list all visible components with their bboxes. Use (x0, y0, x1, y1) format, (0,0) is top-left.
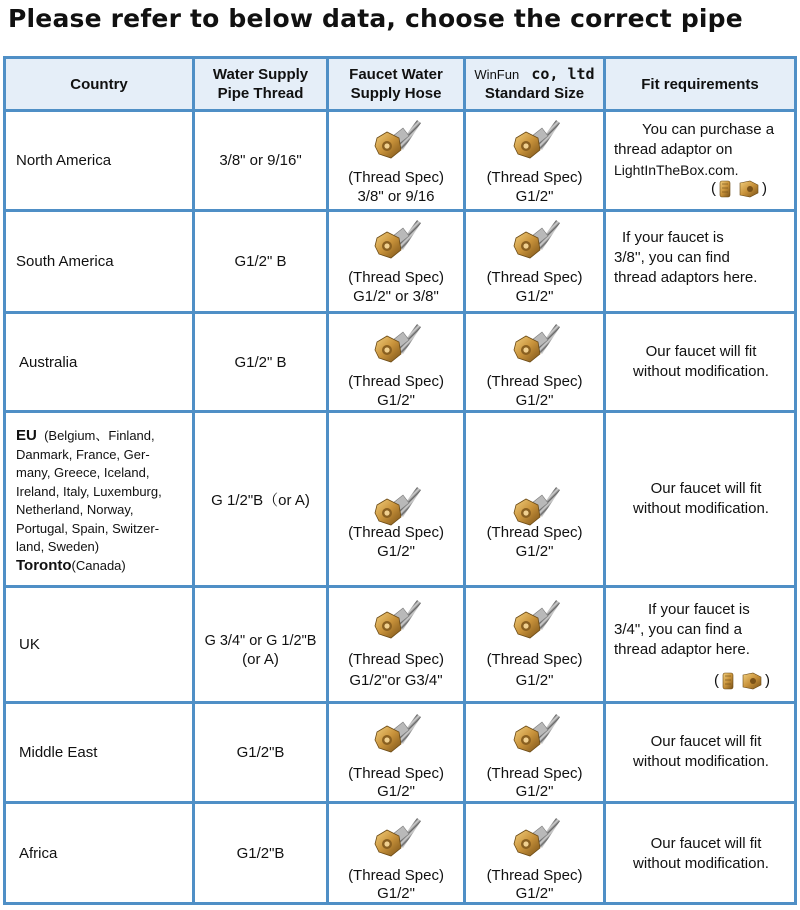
eu-line: Netherland, Norway, (16, 502, 134, 517)
header-faucet-hose-line1: Faucet Water (349, 66, 443, 83)
fit-line: If your faucet is (622, 229, 724, 246)
fit-cell (606, 212, 794, 311)
thread-value: 3/8" or 9/16" (219, 152, 302, 169)
fit-text (614, 732, 788, 772)
canada-label: (Canada) (71, 557, 126, 573)
fit-cell (606, 588, 794, 701)
spec-label: (Thread Spec) (348, 169, 444, 186)
eu-country-list (6, 413, 192, 575)
toronto-label: Toronto (16, 556, 72, 574)
fit-cell (606, 112, 794, 209)
header-country (6, 59, 192, 109)
thread-cell (195, 413, 326, 585)
thread-value: G1/2"B (236, 744, 285, 761)
standard-value: G1/2" (515, 188, 554, 205)
header-brand-co: co, ltd (531, 65, 595, 83)
country-cell (6, 588, 192, 701)
hose-value: G1/2" or 3/8" (353, 288, 439, 305)
page-title: Please refer to below data, choose the correct pipe (8, 4, 743, 33)
spec-label: (Thread Spec) (348, 524, 444, 541)
fit-line: Our faucet will fit (650, 835, 762, 852)
hose-fitting-icon (371, 116, 421, 160)
header-brand-winfun: WinFun (474, 67, 520, 82)
header-faucet-hose (329, 59, 463, 109)
hose-value: G1/2" (377, 392, 415, 409)
spec-label: (Thread Spec) (348, 373, 444, 390)
fit-line: thread adaptor here. (614, 641, 750, 658)
hose-cell (329, 804, 463, 902)
hose-cell (329, 314, 463, 410)
header-standard-size-label: Standard Size (484, 85, 585, 102)
country-name: North America (16, 152, 112, 169)
fit-line: LightInTheBox.com. (614, 162, 739, 178)
hose-fitting-icon (371, 710, 421, 754)
eu-line: land, Sweden) (16, 539, 100, 554)
country-name: UK (19, 636, 40, 653)
standard-cell (466, 112, 603, 209)
spec-label: (Thread Spec) (486, 169, 583, 186)
eu-line: many, Greece, Iceland, (16, 465, 150, 480)
thread-cell (195, 804, 326, 902)
hose-fitting-icon (510, 116, 560, 160)
hose-fitting-icon (371, 216, 421, 260)
fit-cell (606, 704, 794, 801)
country-cell (6, 112, 192, 209)
fit-line: 3/4", you can find a (614, 621, 742, 638)
standard-value: G1/2" (515, 543, 554, 560)
spec-label: (Thread Spec) (486, 765, 583, 782)
hose-fitting-icon (371, 320, 421, 364)
header-fit-label: Fit requirements (641, 75, 759, 93)
header-water-supply-line2: Pipe Thread (217, 85, 304, 102)
eu-line: (Belgium、Finland, (44, 428, 155, 443)
thread-adaptor-icon: ( ) (711, 180, 767, 197)
country-name: Africa (19, 844, 58, 862)
fit-text (614, 228, 788, 288)
hose-fitting-icon (510, 216, 560, 260)
country-name: EU (16, 427, 37, 444)
thread-value: G 3/4" or G 1/2"B (204, 633, 317, 649)
thread-adaptor-icon: ( ) (714, 672, 770, 689)
header-faucet-hose-line2: Supply Hose (350, 85, 442, 102)
country-name: Australia (19, 353, 78, 371)
hose-cell (329, 704, 463, 801)
spec-label: (Thread Spec) (348, 269, 444, 286)
thread-value-alt: (or A) (242, 651, 279, 668)
fit-line: without modification. (633, 363, 769, 380)
thread-cell (195, 588, 326, 701)
header-fit (606, 59, 794, 109)
fit-text (614, 342, 788, 382)
fit-line: Our faucet will fit (650, 733, 762, 750)
fit-text (614, 120, 788, 180)
hose-value: G1/2"or G3/4" (349, 672, 443, 689)
country-name: Middle East (19, 744, 98, 761)
country-cell (6, 314, 192, 410)
header-standard-size (466, 59, 603, 109)
country-cell-eu (6, 413, 192, 585)
header-water-supply-line1: Water Supply (212, 66, 309, 83)
country-cell (6, 704, 192, 801)
spec-label: (Thread Spec) (486, 651, 583, 668)
spec-label: (Thread Spec) (348, 651, 444, 668)
fit-line: thread adaptors here. (614, 269, 758, 286)
pipe-table (3, 56, 797, 905)
hose-cell (329, 112, 463, 209)
hose-cell (329, 212, 463, 311)
header-water-supply (195, 59, 326, 109)
fit-line: 3/8'', you can find (614, 249, 730, 266)
hose-value: G1/2" (377, 543, 415, 560)
standard-value: G1/2" (515, 783, 554, 800)
fit-line: If your faucet is (648, 601, 750, 618)
fit-cell (606, 804, 794, 902)
fit-cell (606, 314, 794, 410)
fit-text (614, 600, 788, 660)
standard-cell (466, 704, 603, 801)
hose-fitting-icon (510, 320, 560, 364)
hose-fitting-icon (371, 483, 421, 527)
thread-cell (195, 212, 326, 311)
standard-cell (466, 212, 603, 311)
hose-fitting-icon (510, 596, 560, 640)
eu-line: Ireland, Italy, Luxemburg, (16, 483, 162, 499)
eu-line: Danmark, France, Ger- (16, 446, 150, 462)
hose-value: G1/2" (377, 885, 415, 902)
hose-value: G1/2" (377, 783, 415, 800)
hose-cell (329, 588, 463, 701)
standard-cell (466, 314, 603, 410)
thread-value: G1/2" B (234, 353, 287, 371)
standard-value: G1/2" (515, 288, 554, 305)
fit-line: without modification. (633, 500, 769, 517)
hose-fitting-icon (510, 814, 560, 858)
thread-cell (195, 314, 326, 410)
header-country-label: Country (70, 75, 128, 93)
thread-value: G1/2"B (236, 844, 285, 862)
hose-cell (329, 413, 463, 585)
thread-value: G 1/2"B（or A) (211, 491, 310, 509)
fit-line: thread adaptor on (614, 141, 733, 158)
standard-value: G1/2" (515, 885, 554, 902)
standard-cell (466, 413, 603, 585)
fit-line: You can purchase a (642, 121, 775, 138)
thread-cell (195, 112, 326, 209)
fit-line: without modification. (633, 855, 769, 872)
fit-text (614, 479, 788, 519)
thread-cell (195, 704, 326, 801)
fit-line: Our faucet will fit (650, 480, 762, 497)
hose-fitting-icon (371, 596, 421, 640)
country-name: South America (16, 253, 114, 270)
spec-label: (Thread Spec) (348, 867, 444, 884)
standard-cell (466, 588, 603, 701)
hose-fitting-icon (510, 483, 560, 527)
fit-cell (606, 413, 794, 585)
thread-value: G1/2" B (234, 253, 287, 270)
eu-line: Portugal, Spain, Switzer- (16, 520, 160, 536)
hose-fitting-icon (371, 814, 421, 858)
spec-label: (Thread Spec) (486, 524, 583, 541)
fit-text (614, 834, 788, 874)
fit-line: Our faucet will fit (645, 343, 757, 360)
spec-label: (Thread Spec) (486, 373, 583, 390)
country-cell (6, 804, 192, 902)
standard-cell (466, 804, 603, 902)
spec-label: (Thread Spec) (348, 765, 444, 782)
spec-label: (Thread Spec) (486, 269, 583, 286)
country-cell (6, 212, 192, 311)
hose-value: 3/8" or 9/16 (357, 188, 435, 205)
hose-fitting-icon (510, 710, 560, 754)
fit-line: without modification. (633, 753, 769, 770)
standard-value: G1/2" (515, 672, 554, 689)
spec-label: (Thread Spec) (486, 867, 583, 884)
standard-value: G1/2" (515, 392, 554, 409)
